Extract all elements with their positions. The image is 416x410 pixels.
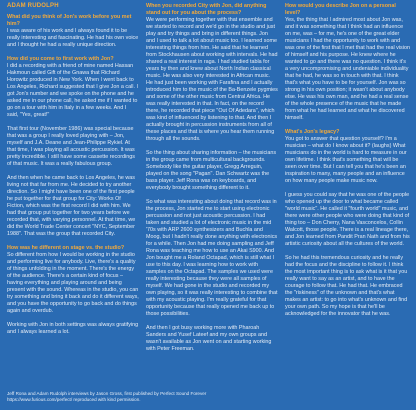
answer-paragraph: So different from how I would be working in the studio and performing live for anybody. Live, there's a quality of things unfolding in the moment. There's the energy of the audience. There's a certain kind of focus – having everything and playing around and being present with the sound. Whereas in the studio, you can try something and bring it back and do it different ways, and you have the opportunity to go back and do things again and overdub. (7, 252, 139, 314)
question-heading: How would you describe Jon on a personal level? (285, 3, 396, 16)
answer-paragraph: That first tour (November 1986) was special because that was a group I really loved playing with – Jon, myself and J.A. Deane and Jean-Philippe Rykiel. At that time, I was playing all acoustic percussion. It was pretty incredible. I still have some cassette recordings of that music. It was a really fabulous group. (7, 126, 135, 167)
answer-paragraph: We were performing together with that ensemble and we started to record and we'd go in the studio and just play and try things and bring in different things. Jon and I used to talk a lot about music too. I learned some interesting things from him. He said that he learned from Stockhausen about working with intervals. He had shared a real interest in raga. I had studied tabla for years by then and knew about North Indian classical music. He was also very interested in African music. He had just been working with Farafina and I actually introduced him to the music of the Ba-Benzele pygmies and some of the other music from Central Africa. He was really interested in that. In fact, on the record there, he recorded that piece "Out Of Adedara", which was kind of influenced by listening to that. And then I actually brought in percussion instruments from all of these places and that is where you hear them running through all the sounds. (146, 17, 278, 142)
question-heading: How was he different on stage vs. the studio? (7, 245, 125, 251)
answer-paragraph: You got to answer that question yourself? I'm a musician – what do I know about it? (laughs) What musicians do in the world is hard to measure in our own lifetime. I think that's something that will be seen over time. But I can tell you that he's been an inspiration to many, many people and an influence on how many people make music now. (285, 136, 407, 184)
credit-line: Jeff Rona and Adam Rudolph interviews by Jason Gross, first published by Perfect Sound Forever (7, 391, 207, 396)
question-heading: When you recorded City with Jon, did anything stand out for you about the process? (146, 3, 267, 16)
page-title: ADAM RUDOLPH (7, 3, 59, 9)
column-2 (146, 3, 278, 386)
answer-paragraph: And then when he came back to Los Angeles, he was living not that far from me. He decided to try another direction. So I might have been one of the first people he put together for that group for City: Works Of Fiction, which was the first record I did with him. We had that group put together for two years before we recorded that, with varying personnel. At that time, we did the World Trade Center concert "NYC, September 1988". That was the group that recorded City. (7, 175, 136, 237)
answer-paragraph: So what was interesting about doing that record was in the process, Jon started me to start using electronic percussion and not just acoustic percussion. I had taken and studied a lot of electronic music in the mid '70s with ARP 2600 synthesizers and Buchla and Moog, but I hadn't really done anything with electronics for a while. Then Jon had me doing sampling and Jeff Rona was teaching me how to use an Akai S900. And Jon bought me a Roland Octapad, which is still what I use to this day. I was learning how to work with samples on the Octapad. The samples we used were really interesting because they were all samples of myself. We had gone in the studio and recorded my own playing, so it was really interesting to combine that with my acoustic playing. I'm really grateful for that opportunity because that really opened me back up to those possibilities. (146, 199, 278, 317)
footer-credit (7, 391, 409, 403)
question-heading: How did you come to first work with Jon? (7, 56, 114, 62)
answer-paragraph: Working with Jon in both settings was always gratifying and I always learned a lot. (7, 322, 139, 335)
column-1 (7, 14, 139, 386)
column-3 (285, 3, 410, 386)
answer-paragraph: So he had this tremendous curiosity and he really had the focus and the discipline to follow it. I think the most important thing is to ask what is it that you really want to say as an artist, and to have the courage to follow that. He had that. He embraced the "riskiness" of the unknown and that's what makes an artist: to go into what's unknown and find your own path. So my hope is that he'll be acknowledged for the innovator that he was. (285, 255, 408, 317)
answer-paragraph: I did a recording with a friend of mine named Hassan Hakmoun called Gift of the Gnawa that Richard Horowitz produced in New York. When I went back to Los Angeles, Richard suggested that I give Jon a call. I got Jon's number and we spoke on the phone and he asked me in our phone call, he asked me if I wanted to go on a tour with him in Italy in a few weeks. And I said, "Yes, great!" (7, 63, 138, 118)
question-heading: What's Jon's legacy? (285, 129, 340, 135)
answer-paragraph: And then I got busy working more with Pharoah Sanders and Yusef Lateef and my own groups and wasn't available as Jon went on and starting working with Peter Freeman. (146, 325, 272, 352)
answer-paragraph: So the thing about sharing information – the musicians in the group came from multicultural backgrounds. Somebody like the guitar player, Gregg Arreguin, played on the song "Pagan". Dan Schwartz was the bass player. Jeff Rona was on keyboards, and everybody brought something different to it. (146, 150, 277, 191)
answer-paragraph: I was aware of his work and I always found it to be really interesting and fascinating. He had his own voice and I thought he had a really unique direction. (7, 28, 139, 48)
question-heading: What did you think of Jon's work before you met him? (7, 14, 132, 27)
permission-line: https://www.furious.com/perfect/ reproduced with kind permission. (7, 397, 141, 403)
answer-paragraph: I guess you could say that he was one of the people who opened up the door to what became called "world music". He called it "fourth world" music, and there were other people who were doing that kind of thing too – Don Cherry, Nana Vasconcelos, Collin Walcott, those people. There is a real lineage there, and Jon learned from Pandit Pran Nath and from his artistic curiosity about all the cultures of the world. (285, 192, 410, 247)
answer-paragraph: Yes, the thing that I admired most about Jon was, and it was something that I think had an influence on me, was – for me, he's one of the great elder musicians I had the opportunity to work with and was one of the first that I met that had the real vision of himself and his purpose. He knew where he wanted to go and there was no question. I think it's a very uncompromising and undeniable individuality that he had, he was so in touch with that. I think that's what you have to be for yourself. Jon was so strong in his own position; it wasn't about anybody else. He was his own man, and he had a real sense of the whole presence of the music that he made from what he had learned and what he discovered himself. (285, 17, 410, 121)
